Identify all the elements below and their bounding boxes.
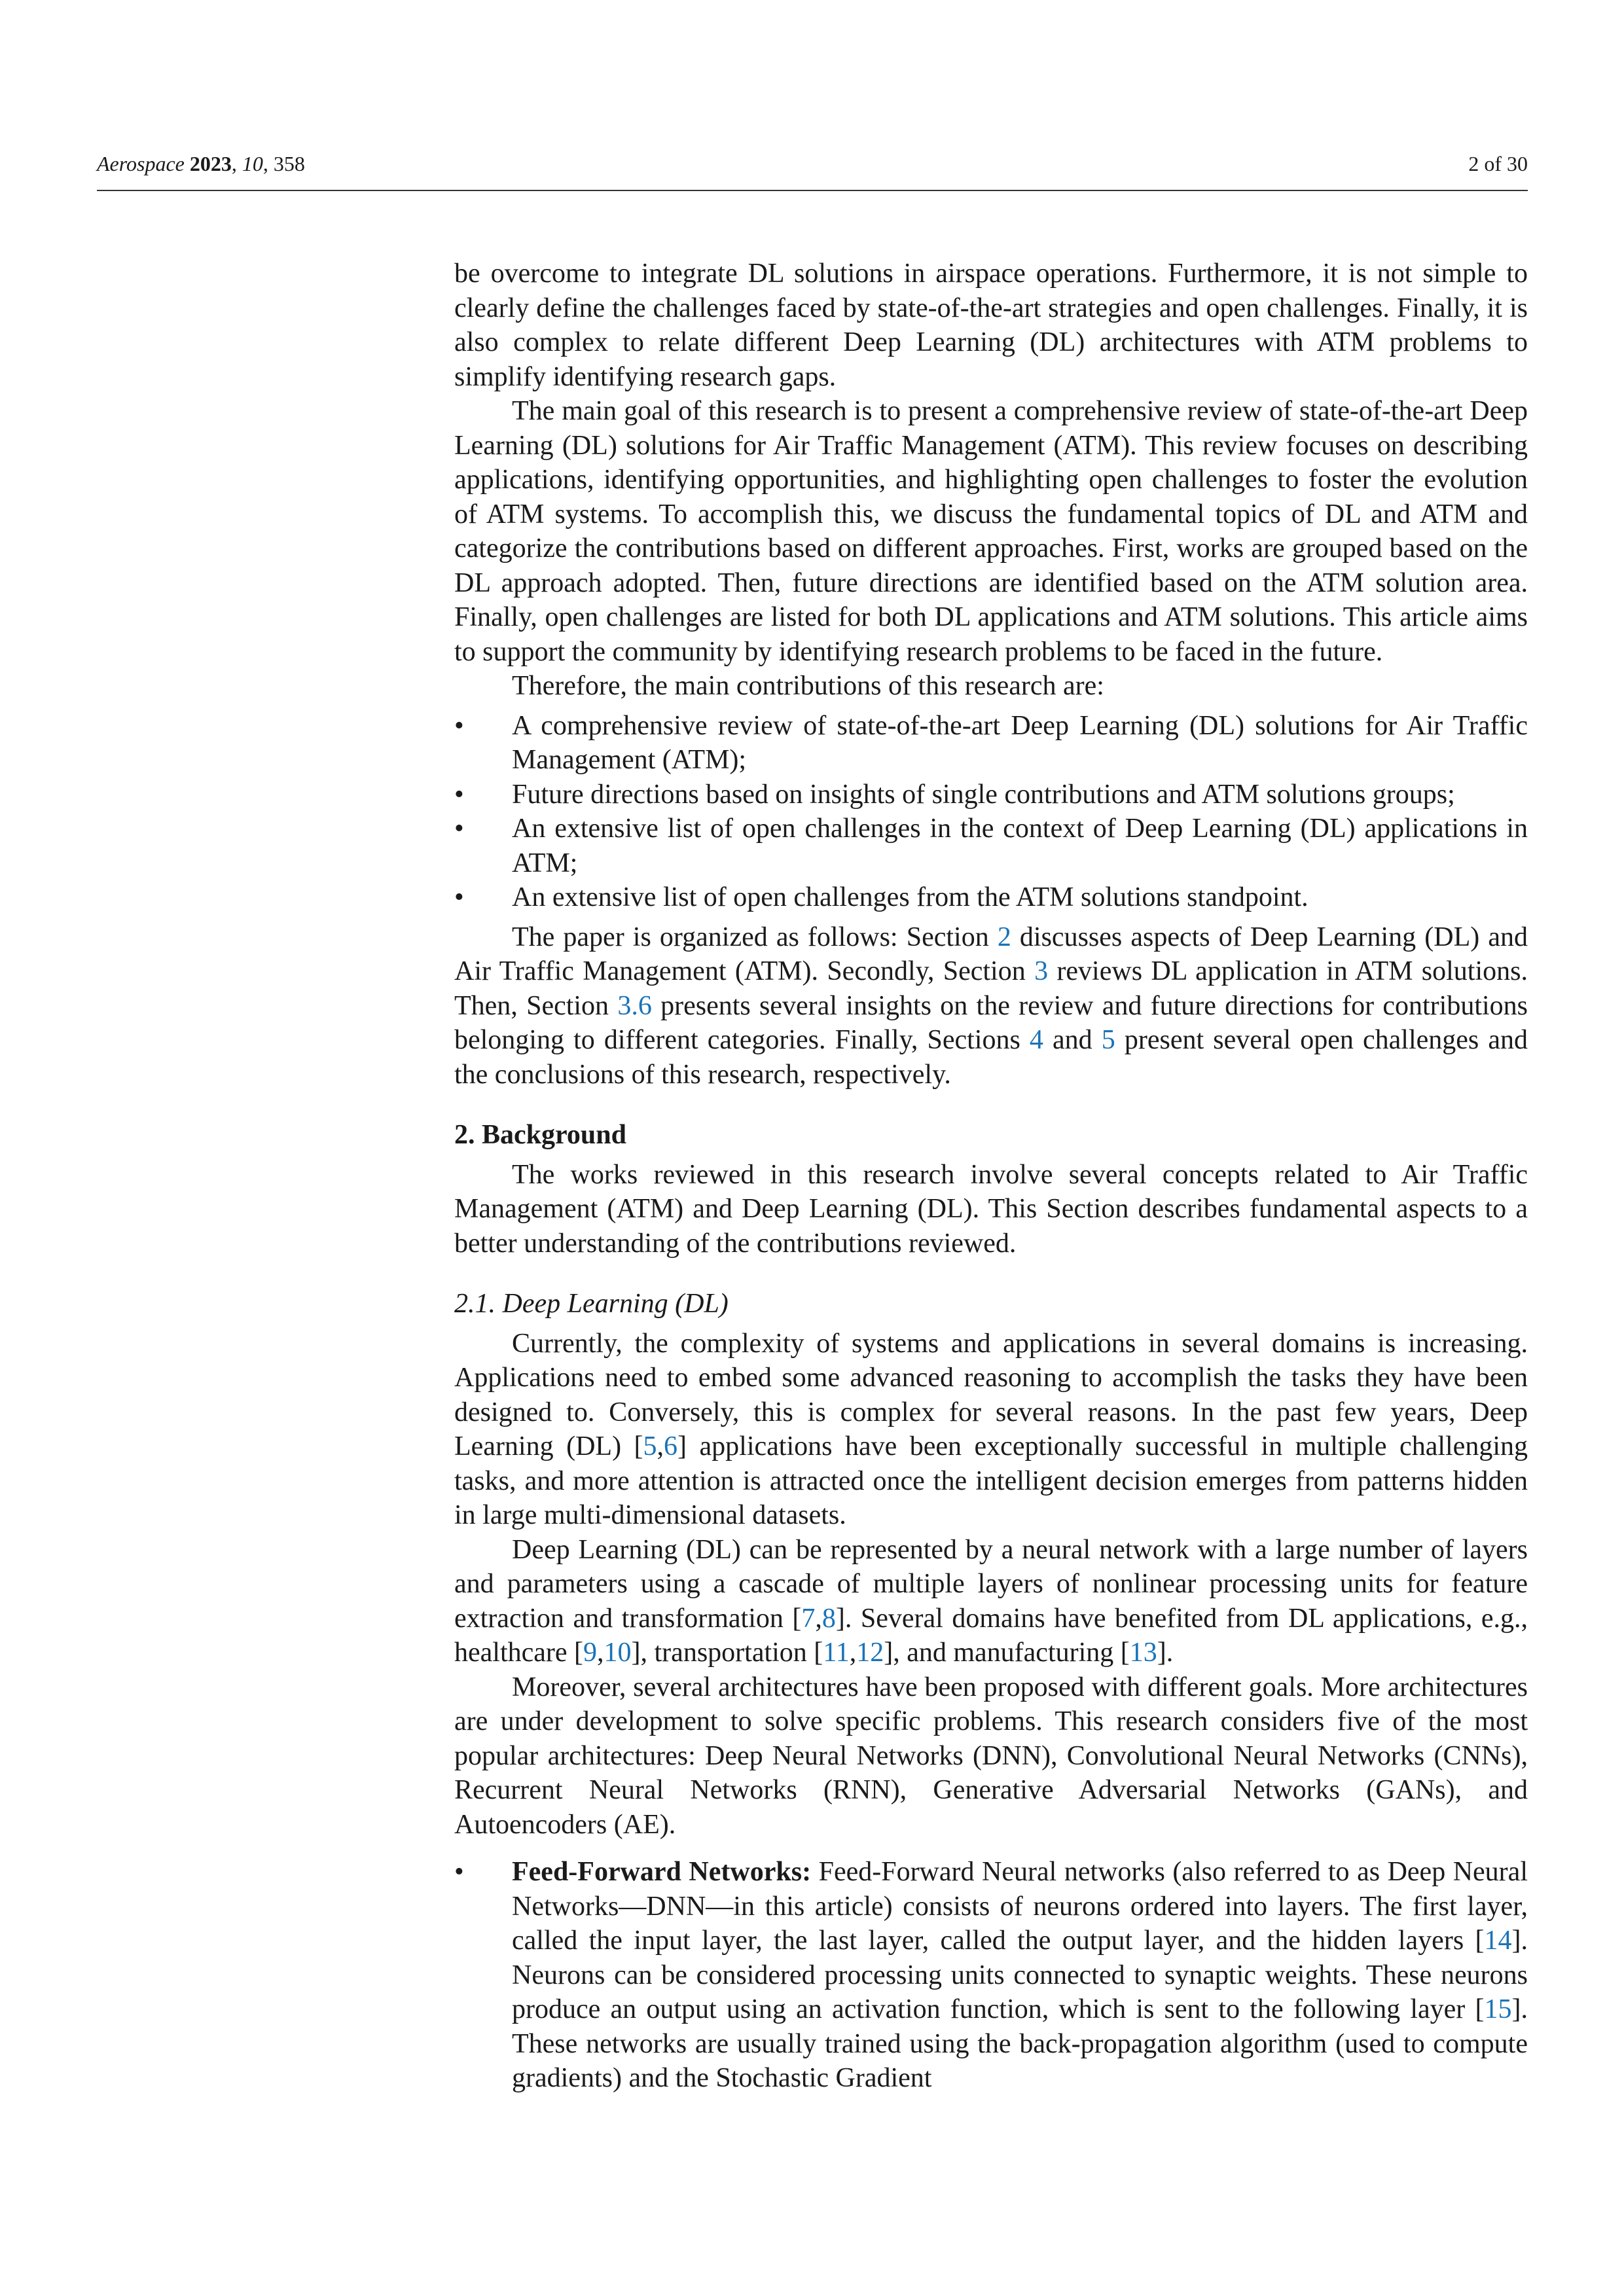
- bullet: •: [454, 814, 464, 844]
- citation-link[interactable]: 9: [583, 1638, 598, 1668]
- section-heading: 2. Background: [454, 1120, 626, 1150]
- paragraph: Therefore, the main contributions of this research are:: [512, 671, 1104, 701]
- citation-link[interactable]: 15: [1484, 1994, 1512, 2024]
- citation: Aerospace 2023, 10, 358: [97, 152, 305, 175]
- citation-link[interactable]: 5: [643, 1431, 657, 1462]
- article-number: 358: [273, 152, 305, 175]
- subsection-heading: 2.1. Deep Learning (DL): [454, 1289, 729, 1319]
- section-link[interactable]: 2: [997, 922, 1011, 952]
- list-item-text: Future directions based on insights of single contributions and ATM solutions groups;: [512, 779, 1455, 810]
- list-item-text: An extensive list of open challenges from the ATM solutions standpoint.: [512, 882, 1308, 912]
- citation-link[interactable]: 12: [856, 1638, 884, 1668]
- list-item: [454, 778, 1528, 812]
- section-link[interactable]: 4: [1029, 1025, 1043, 1055]
- header-rule: [97, 190, 1528, 191]
- journal-name: Aerospace: [97, 152, 185, 175]
- list-item-text: An extensive list of open challenges in the context of Deep Learning (DL) applications in ATM;: [512, 814, 1528, 878]
- citation-link[interactable]: 10: [604, 1638, 632, 1668]
- paragraph: Deep Learning (DL) can be represented by a neural network with a large number of layers and parameters using a cascade of multiple layers of nonlinear processing units for feature extraction and transformation [7,8]. Several domains have benefited from DL applications, e.g., healthcare [9,10], transportation [11,12], and manufacturing [13].: [454, 1534, 1528, 1668]
- citation-link[interactable]: 7: [801, 1603, 816, 1634]
- list-item: [454, 812, 1528, 880]
- running-header: [97, 149, 1528, 188]
- list-item: [454, 709, 1528, 778]
- list-item: • Feed-Forward Networks: Feed-Forward Neural networks (also referred to as Deep Neural Networks—DNN—in this article) consists of neurons ordered into layers. The first layer, called the input layer, the last layer, called the output layer, and the hidden layers [14]. Neurons can be considered processing units connected to synaptic weights. These neurons produce an output using an activation function, which is sent to the following layer [15]. These networks are usually trained using the back-propagation algorithm (used to compute gradients) and the Stochastic Gradient: [454, 1855, 1528, 2096]
- paragraph: Currently, the complexity of systems and applications in several domains is increasing. Applications need to embed some advanced reasoning to accomplish the tasks they have been designed to. Conversely, this is complex for several reasons. In the past few years, Deep Learning (DL) [5,6] applications have been exceptionally successful in multiple challenging tasks, and more attention is attracted once the intelligent decision emerges from patterns hidden in large multi-dimensional datasets.: [454, 1328, 1528, 1530]
- section-link[interactable]: 3.6: [617, 990, 652, 1021]
- list-item-lead: Feed-Forward Networks:: [512, 1857, 812, 1887]
- main-text: [454, 257, 1528, 2101]
- citation-link[interactable]: 8: [821, 1603, 836, 1634]
- journal-volume: 10: [242, 152, 263, 175]
- paragraph: The main goal of this research is to present a comprehensive review of state-of-the-art Deep Learning (DL) solutions for Air Traffic Management (ATM). This review focuses on describing applications, identifying opportunities, and highlighting open challenges to foster the evolution of ATM systems. To accomplish this, we discuss the fundamental topics of DL and ATM and categorize the contributions based on different approaches. First, works are grouped based on the DL approach adopted. Then, future directions are identified based on the ATM solution area. Finally, open challenges are listed for both DL applications and ATM solutions. This article aims to support the community by identifying research problems to be faced in the future.: [454, 396, 1528, 667]
- journal-year: 2023: [189, 152, 232, 175]
- paragraph: Moreover, several architectures have been proposed with different goals. More architectures are under development to solve specific problems. This research considers five of the most popular architectures: Deep Neural Networks (DNN), Convolutional Neural Networks (CNNs), Recurrent Neural Networks (RNN), Generative Adversarial Networks (GANs), and Autoencoders (AE).: [454, 1672, 1528, 1840]
- contributions-list: [454, 709, 1528, 915]
- paragraph: The works reviewed in this research involve several concepts related to Air Traffic Management (ATM) and Deep Learning (DL). This Section describes fundamental aspects to a better understanding of the contributions reviewed.: [454, 1159, 1528, 1259]
- bullet: •: [454, 882, 464, 912]
- bullet: •: [454, 1857, 464, 1887]
- section-link[interactable]: 3: [1034, 956, 1049, 986]
- citation-link[interactable]: 14: [1484, 1926, 1512, 1956]
- page-number: 2 of 30: [1468, 152, 1528, 175]
- citation-link[interactable]: 6: [664, 1431, 678, 1462]
- citation-link[interactable]: 13: [1129, 1638, 1157, 1668]
- citation-link[interactable]: 11: [823, 1638, 850, 1668]
- bullet: •: [454, 779, 464, 810]
- list-item: [454, 880, 1528, 915]
- section-link[interactable]: 5: [1101, 1025, 1115, 1055]
- list-item-text: A comprehensive review of state-of-the-art Deep Learning (DL) solutions for Air Traffic Management (ATM);: [512, 710, 1528, 775]
- paragraph: The paper is organized as follows: Section 2 discusses aspects of Deep Learning (DL) and Air Traffic Management (ATM). Secondly, Section 3 reviews DL application in ATM solutions. Then, Section 3.6 presents several insights on the review and future directions for contributions belonging to different categories. Finally, Sections 4 and 5 present several open challenges and the conclusions of this research, respectively.: [454, 922, 1528, 1090]
- paragraph: be overcome to integrate DL solutions in airspace operations. Furthermore, it is not simple to clearly define the challenges faced by state-of-the-art strategies and open challenges. Finally, it is also complex to relate different Deep Learning (DL) architectures with ATM problems to simplify identifying research gaps.: [454, 259, 1528, 392]
- architectures-list: [454, 1855, 1528, 2096]
- bullet: •: [454, 710, 464, 741]
